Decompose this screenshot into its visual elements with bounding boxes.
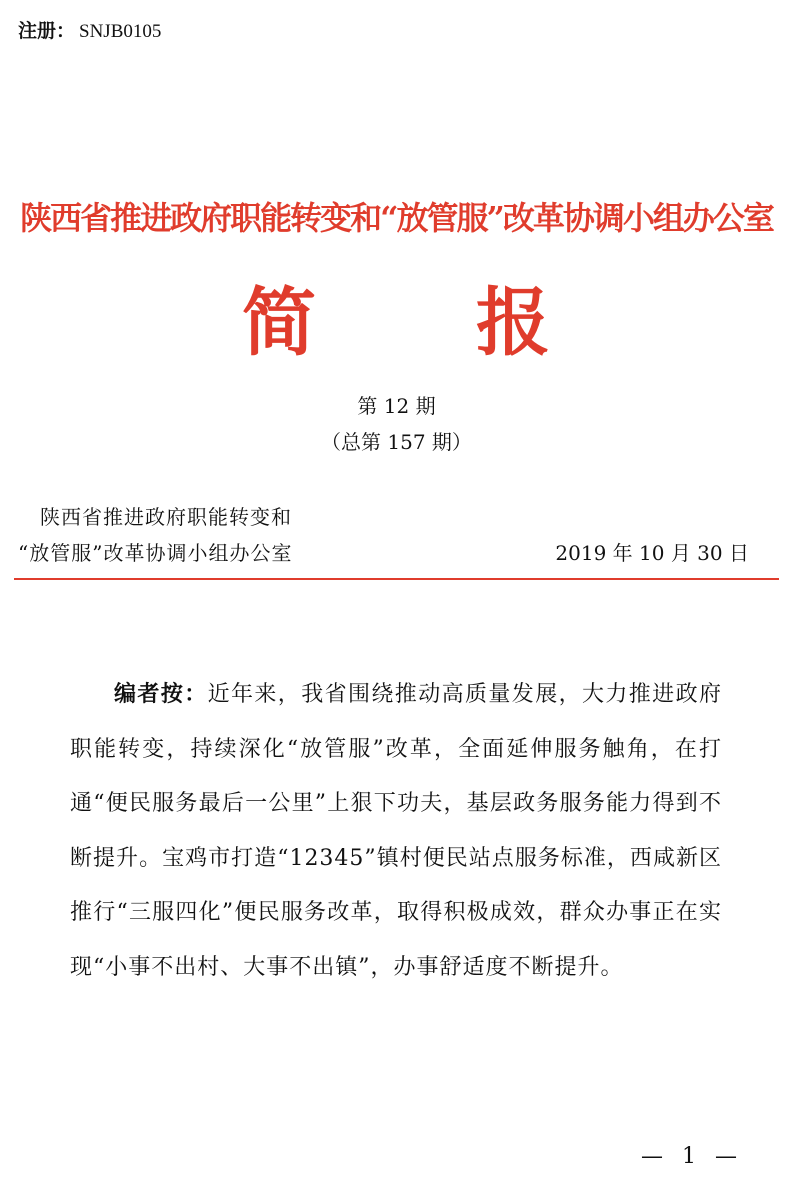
registration-number bbox=[18, 18, 161, 45]
header-divider bbox=[14, 578, 779, 580]
editor-note bbox=[70, 668, 722, 995]
total-issue-number: （总第 157 期） bbox=[321, 430, 472, 454]
registration-code: SNJB0105 bbox=[79, 21, 162, 42]
organization-title: 陕西省推进政府职能转变和“放管服”改革协调小组办公室 bbox=[20, 199, 773, 237]
registration-label: 注册： bbox=[18, 20, 76, 42]
publication-title-char-2: 报 bbox=[476, 280, 550, 366]
editor-note-text: 近年来，我省围绕推动高质量发展，大力推进政府职能转变，持续深化“放管服”改革，全面延伸服务触角，在打通“便民服务最后一公里”上狠下功夫，基层政务服务能力得到不断提升。宝鸡市打造“12345”镇村便民站点服务标准，西咸新区推行“三服四化”便民服务改革，取得积极成效，群众办事正在实现“小事不出村、大事不出镇”，办事舒适度不断提升。 bbox=[70, 682, 722, 980]
publisher-line-1: 陕西省推进政府职能转变和 bbox=[40, 505, 292, 529]
issue-number: 第 12 期 bbox=[357, 394, 436, 418]
publisher-line-2: “放管服”改革协调小组办公室 bbox=[18, 541, 293, 565]
publication-title-char-1: 简 bbox=[242, 280, 316, 366]
publication-date: 2019 年 10 月 30 日 bbox=[555, 541, 749, 565]
page-number: — 1 — bbox=[641, 1144, 743, 1169]
editor-note-label: 编者按： bbox=[114, 682, 208, 707]
